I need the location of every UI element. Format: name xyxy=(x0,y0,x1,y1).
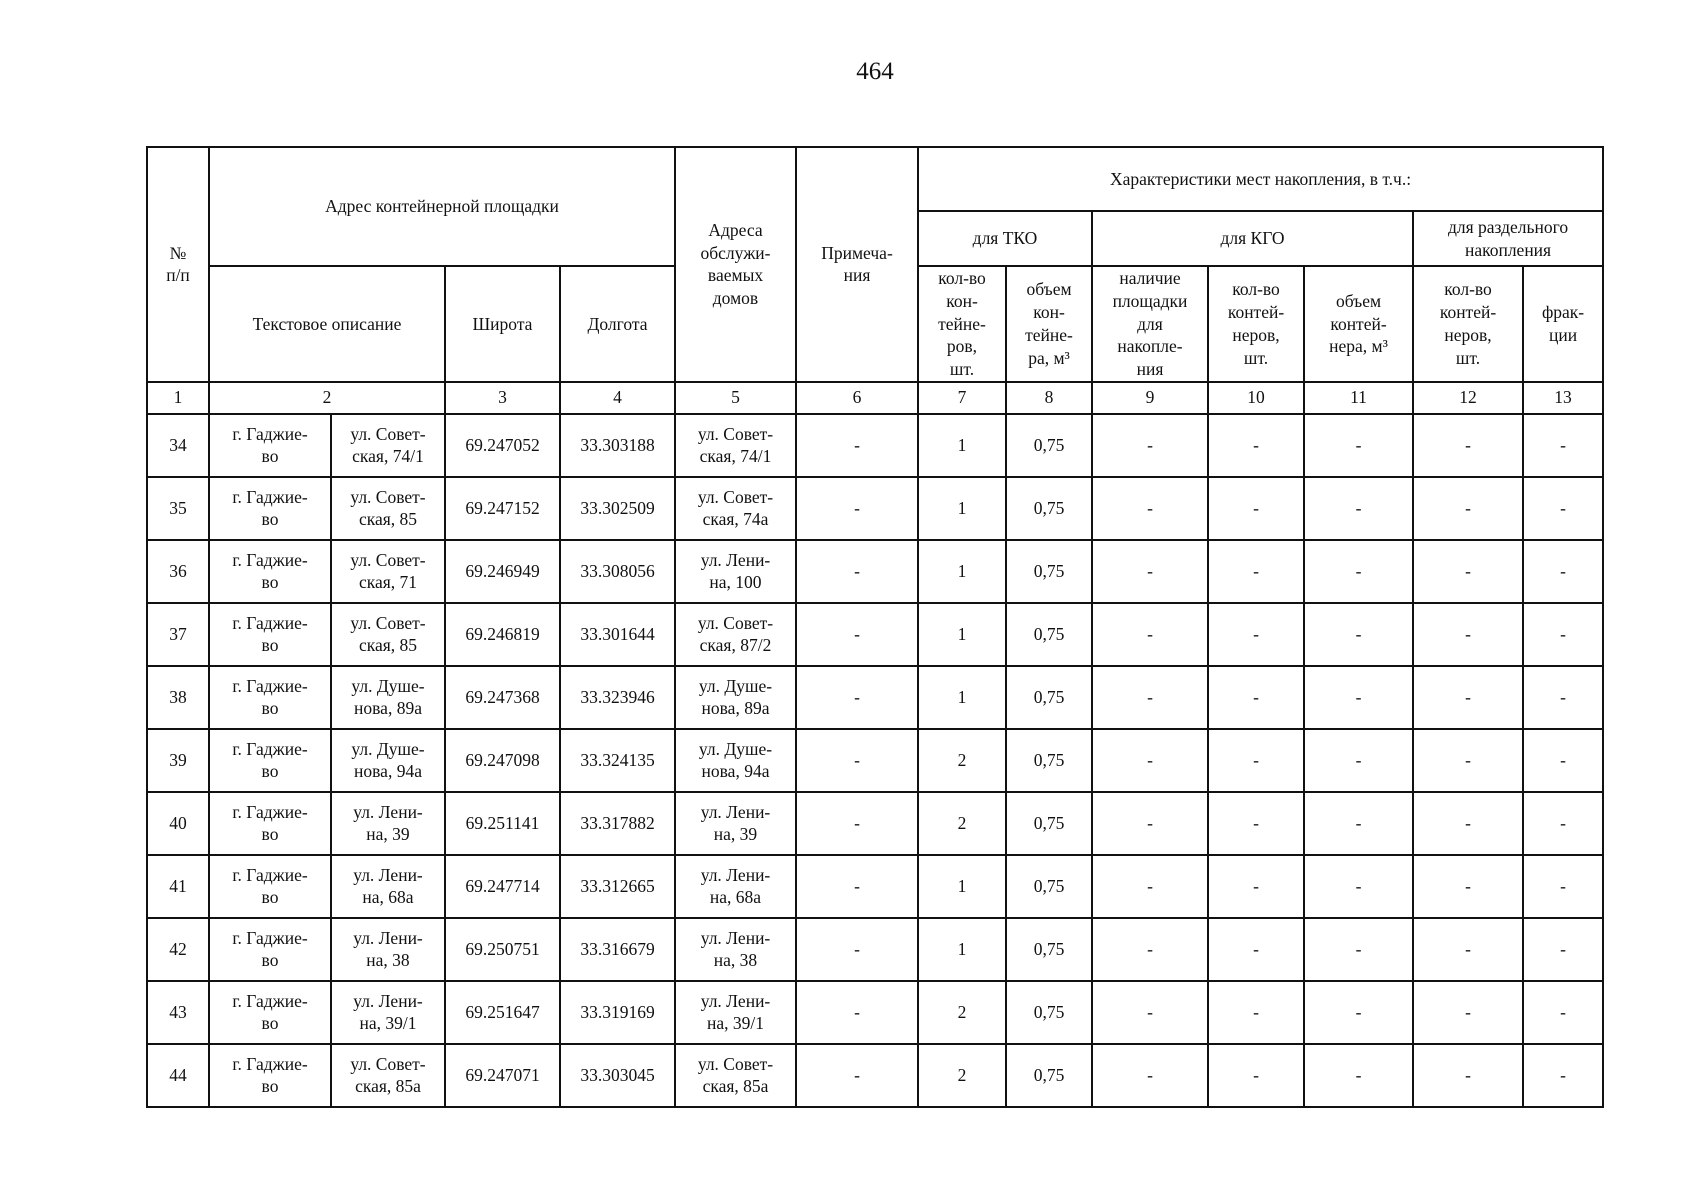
cell-kgo-volume: - xyxy=(1304,855,1413,918)
header-separate-fractions: фрак- ции xyxy=(1523,266,1603,382)
cell-latitude: 69.247368 xyxy=(445,666,560,729)
cell-served-address: ул. Лени- на, 39/1 xyxy=(675,981,796,1044)
cell-longitude: 33.324135 xyxy=(560,729,675,792)
cell-longitude: 33.302509 xyxy=(560,477,675,540)
cell-tko-count: 1 xyxy=(918,855,1006,918)
cell-kgo-count: - xyxy=(1208,792,1304,855)
table-row xyxy=(147,477,1603,540)
cell-kgo-volume: - xyxy=(1304,1044,1413,1107)
cell-kgo-site: - xyxy=(1092,540,1208,603)
cell-street: ул. Лени- на, 38 xyxy=(331,918,445,981)
cell-tko-count: 1 xyxy=(918,603,1006,666)
header-kgo: для КГО xyxy=(1092,211,1413,266)
cell-kgo-site: - xyxy=(1092,477,1208,540)
cell-kgo-site: - xyxy=(1092,666,1208,729)
cell-separate-count: - xyxy=(1413,981,1523,1044)
cell-note: - xyxy=(796,729,918,792)
cell-separate-fractions: - xyxy=(1523,792,1603,855)
cell-note: - xyxy=(796,1044,918,1107)
table-row xyxy=(147,981,1603,1044)
cell-longitude: 33.303045 xyxy=(560,1044,675,1107)
cell-kgo-volume: - xyxy=(1304,729,1413,792)
cell-note: - xyxy=(796,540,918,603)
cell-separate-fractions: - xyxy=(1523,666,1603,729)
cell-tko-count: 2 xyxy=(918,729,1006,792)
cell-separate-count: - xyxy=(1413,1044,1523,1107)
cell-kgo-volume: - xyxy=(1304,603,1413,666)
cell-latitude: 69.250751 xyxy=(445,918,560,981)
cell-tko-count: 1 xyxy=(918,477,1006,540)
cell-kgo-count: - xyxy=(1208,981,1304,1044)
cell-tko-count: 1 xyxy=(918,666,1006,729)
header-tko-count: кол-во кон- тейне- ров, шт. xyxy=(918,266,1006,382)
cell-latitude: 69.247071 xyxy=(445,1044,560,1107)
cell-kgo-site: - xyxy=(1092,855,1208,918)
cell-kgo-count: - xyxy=(1208,540,1304,603)
cell-latitude: 69.246949 xyxy=(445,540,560,603)
header-latitude: Широта xyxy=(445,266,560,382)
cell-latitude: 69.251647 xyxy=(445,981,560,1044)
cell-served-address: ул. Лени- на, 68а xyxy=(675,855,796,918)
cell-kgo-volume: - xyxy=(1304,666,1413,729)
cell-separate-count: - xyxy=(1413,729,1523,792)
cell-row-number: 35 xyxy=(147,477,209,540)
cell-street: ул. Совет- ская, 74/1 xyxy=(331,414,445,477)
cell-kgo-volume: - xyxy=(1304,918,1413,981)
cell-note: - xyxy=(796,855,918,918)
cell-city: г. Гаджие- во xyxy=(209,540,331,603)
cell-city: г. Гаджие- во xyxy=(209,477,331,540)
cell-kgo-volume: - xyxy=(1304,414,1413,477)
cell-kgo-count: - xyxy=(1208,729,1304,792)
table-row xyxy=(147,666,1603,729)
column-number: 6 xyxy=(796,382,918,414)
header-separate: для раздельного накопления xyxy=(1413,211,1603,266)
cell-latitude: 69.247098 xyxy=(445,729,560,792)
cell-tko-volume: 0,75 xyxy=(1006,1044,1092,1107)
cell-street: ул. Совет- ская, 85 xyxy=(331,603,445,666)
cell-kgo-volume: - xyxy=(1304,981,1413,1044)
cell-tko-volume: 0,75 xyxy=(1006,792,1092,855)
cell-tko-count: 2 xyxy=(918,1044,1006,1107)
cell-separate-count: - xyxy=(1413,414,1523,477)
cell-street: ул. Совет- ская, 71 xyxy=(331,540,445,603)
cell-served-address: ул. Лени- на, 100 xyxy=(675,540,796,603)
column-number: 3 xyxy=(445,382,560,414)
cell-latitude: 69.251141 xyxy=(445,792,560,855)
cell-tko-volume: 0,75 xyxy=(1006,414,1092,477)
cell-kgo-count: - xyxy=(1208,414,1304,477)
cell-longitude: 33.308056 xyxy=(560,540,675,603)
column-number-row xyxy=(147,382,1603,414)
table-row xyxy=(147,855,1603,918)
cell-row-number: 37 xyxy=(147,603,209,666)
cell-kgo-volume: - xyxy=(1304,540,1413,603)
cell-tko-volume: 0,75 xyxy=(1006,603,1092,666)
cell-separate-fractions: - xyxy=(1523,981,1603,1044)
cell-kgo-site: - xyxy=(1092,918,1208,981)
column-number: 1 xyxy=(147,382,209,414)
cell-served-address: ул. Лени- на, 39 xyxy=(675,792,796,855)
cell-kgo-count: - xyxy=(1208,918,1304,981)
cell-separate-fractions: - xyxy=(1523,918,1603,981)
cell-longitude: 33.312665 xyxy=(560,855,675,918)
cell-separate-count: - xyxy=(1413,855,1523,918)
cell-tko-volume: 0,75 xyxy=(1006,855,1092,918)
header-separate-count: кол-во контей- неров, шт. xyxy=(1413,266,1523,382)
header-longitude: Долгота xyxy=(560,266,675,382)
cell-longitude: 33.301644 xyxy=(560,603,675,666)
column-number: 7 xyxy=(918,382,1006,414)
header-row-number: № п/п xyxy=(147,147,209,382)
cell-latitude: 69.247052 xyxy=(445,414,560,477)
column-number: 5 xyxy=(675,382,796,414)
column-number: 4 xyxy=(560,382,675,414)
cell-separate-fractions: - xyxy=(1523,477,1603,540)
cell-kgo-count: - xyxy=(1208,603,1304,666)
cell-row-number: 34 xyxy=(147,414,209,477)
table-row xyxy=(147,603,1603,666)
table-row xyxy=(147,792,1603,855)
cell-tko-count: 1 xyxy=(918,540,1006,603)
cell-served-address: ул. Душе- нова, 94а xyxy=(675,729,796,792)
cell-kgo-site: - xyxy=(1092,981,1208,1044)
cell-separate-count: - xyxy=(1413,603,1523,666)
cell-kgo-count: - xyxy=(1208,1044,1304,1107)
cell-served-address: ул. Лени- на, 38 xyxy=(675,918,796,981)
cell-served-address: ул. Совет- ская, 87/2 xyxy=(675,603,796,666)
cell-kgo-volume: - xyxy=(1304,477,1413,540)
cell-street: ул. Совет- ская, 85 xyxy=(331,477,445,540)
cell-longitude: 33.317882 xyxy=(560,792,675,855)
cell-row-number: 42 xyxy=(147,918,209,981)
column-number: 11 xyxy=(1304,382,1413,414)
cell-separate-count: - xyxy=(1413,477,1523,540)
table-row xyxy=(147,918,1603,981)
table-row xyxy=(147,540,1603,603)
cell-city: г. Гаджие- во xyxy=(209,981,331,1044)
cell-kgo-site: - xyxy=(1092,792,1208,855)
cell-served-address: ул. Совет- ская, 85а xyxy=(675,1044,796,1107)
cell-separate-fractions: - xyxy=(1523,729,1603,792)
cell-separate-fractions: - xyxy=(1523,855,1603,918)
header-tko-volume: объем кон- тейне- ра, м³ xyxy=(1006,266,1092,382)
cell-separate-count: - xyxy=(1413,540,1523,603)
cell-street: ул. Лени- на, 39 xyxy=(331,792,445,855)
cell-street: ул. Совет- ская, 85а xyxy=(331,1044,445,1107)
cell-separate-fractions: - xyxy=(1523,414,1603,477)
cell-separate-count: - xyxy=(1413,666,1523,729)
cell-tko-volume: 0,75 xyxy=(1006,540,1092,603)
cell-tko-volume: 0,75 xyxy=(1006,477,1092,540)
column-number: 2 xyxy=(209,382,445,414)
cell-tko-count: 2 xyxy=(918,981,1006,1044)
cell-city: г. Гаджие- во xyxy=(209,414,331,477)
cell-row-number: 43 xyxy=(147,981,209,1044)
cell-note: - xyxy=(796,981,918,1044)
page-number: 464 xyxy=(856,58,894,85)
table-row xyxy=(147,729,1603,792)
cell-separate-fractions: - xyxy=(1523,1044,1603,1107)
cell-longitude: 33.323946 xyxy=(560,666,675,729)
cell-longitude: 33.303188 xyxy=(560,414,675,477)
cell-separate-count: - xyxy=(1413,918,1523,981)
cell-note: - xyxy=(796,792,918,855)
cell-tko-count: 1 xyxy=(918,414,1006,477)
cell-note: - xyxy=(796,477,918,540)
cell-tko-count: 1 xyxy=(918,918,1006,981)
cell-latitude: 69.247152 xyxy=(445,477,560,540)
column-number: 13 xyxy=(1523,382,1603,414)
cell-latitude: 69.246819 xyxy=(445,603,560,666)
column-number: 10 xyxy=(1208,382,1304,414)
cell-street: ул. Душе- нова, 94а xyxy=(331,729,445,792)
header-address: Адрес контейнерной площадки xyxy=(209,147,675,266)
header-kgo-count: кол-во контей- неров, шт. xyxy=(1208,266,1304,382)
cell-kgo-count: - xyxy=(1208,855,1304,918)
cell-row-number: 38 xyxy=(147,666,209,729)
cell-street: ул. Душе- нова, 89а xyxy=(331,666,445,729)
cell-kgo-site: - xyxy=(1092,603,1208,666)
cell-latitude: 69.247714 xyxy=(445,855,560,918)
cell-row-number: 40 xyxy=(147,792,209,855)
header-kgo-site: наличие площадки для накопле- ния xyxy=(1092,266,1208,382)
cell-city: г. Гаджие- во xyxy=(209,666,331,729)
cell-served-address: ул. Душе- нова, 89а xyxy=(675,666,796,729)
cell-city: г. Гаджие- во xyxy=(209,855,331,918)
cell-city: г. Гаджие- во xyxy=(209,792,331,855)
header-characteristics: Характеристики мест накопления, в т.ч.: xyxy=(918,147,1603,211)
cell-note: - xyxy=(796,414,918,477)
header-text-description: Текстовое описание xyxy=(209,266,445,382)
cell-kgo-site: - xyxy=(1092,414,1208,477)
table-row xyxy=(147,414,1603,477)
column-number: 12 xyxy=(1413,382,1523,414)
cell-longitude: 33.319169 xyxy=(560,981,675,1044)
cell-tko-volume: 0,75 xyxy=(1006,918,1092,981)
cell-city: г. Гаджие- во xyxy=(209,603,331,666)
cell-longitude: 33.316679 xyxy=(560,918,675,981)
cell-note: - xyxy=(796,666,918,729)
cell-tko-volume: 0,75 xyxy=(1006,981,1092,1044)
cell-row-number: 36 xyxy=(147,540,209,603)
cell-city: г. Гаджие- во xyxy=(209,1044,331,1107)
cell-city: г. Гаджие- во xyxy=(209,918,331,981)
cell-served-address: ул. Совет- ская, 74/1 xyxy=(675,414,796,477)
column-number: 9 xyxy=(1092,382,1208,414)
cell-kgo-count: - xyxy=(1208,477,1304,540)
cell-row-number: 44 xyxy=(147,1044,209,1107)
column-number: 8 xyxy=(1006,382,1092,414)
cell-kgo-site: - xyxy=(1092,1044,1208,1107)
cell-row-number: 39 xyxy=(147,729,209,792)
cell-street: ул. Лени- на, 39/1 xyxy=(331,981,445,1044)
cell-served-address: ул. Совет- ская, 74а xyxy=(675,477,796,540)
table-row xyxy=(147,1044,1603,1107)
header-notes: Примеча- ния xyxy=(796,147,918,382)
cell-note: - xyxy=(796,918,918,981)
cell-row-number: 41 xyxy=(147,855,209,918)
cell-tko-count: 2 xyxy=(918,792,1006,855)
cell-kgo-count: - xyxy=(1208,666,1304,729)
cell-street: ул. Лени- на, 68а xyxy=(331,855,445,918)
cell-kgo-volume: - xyxy=(1304,792,1413,855)
cell-kgo-site: - xyxy=(1092,729,1208,792)
cell-tko-volume: 0,75 xyxy=(1006,666,1092,729)
cell-note: - xyxy=(796,603,918,666)
cell-separate-fractions: - xyxy=(1523,540,1603,603)
cell-separate-count: - xyxy=(1413,792,1523,855)
cell-city: г. Гаджие- во xyxy=(209,729,331,792)
header-tko: для ТКО xyxy=(918,211,1092,266)
header-served-addresses: Адреса обслужи- ваемых домов xyxy=(675,147,796,382)
container-sites-table xyxy=(146,146,1604,1108)
cell-tko-volume: 0,75 xyxy=(1006,729,1092,792)
cell-separate-fractions: - xyxy=(1523,603,1603,666)
header-kgo-volume: объем контей- нера, м³ xyxy=(1304,266,1413,382)
